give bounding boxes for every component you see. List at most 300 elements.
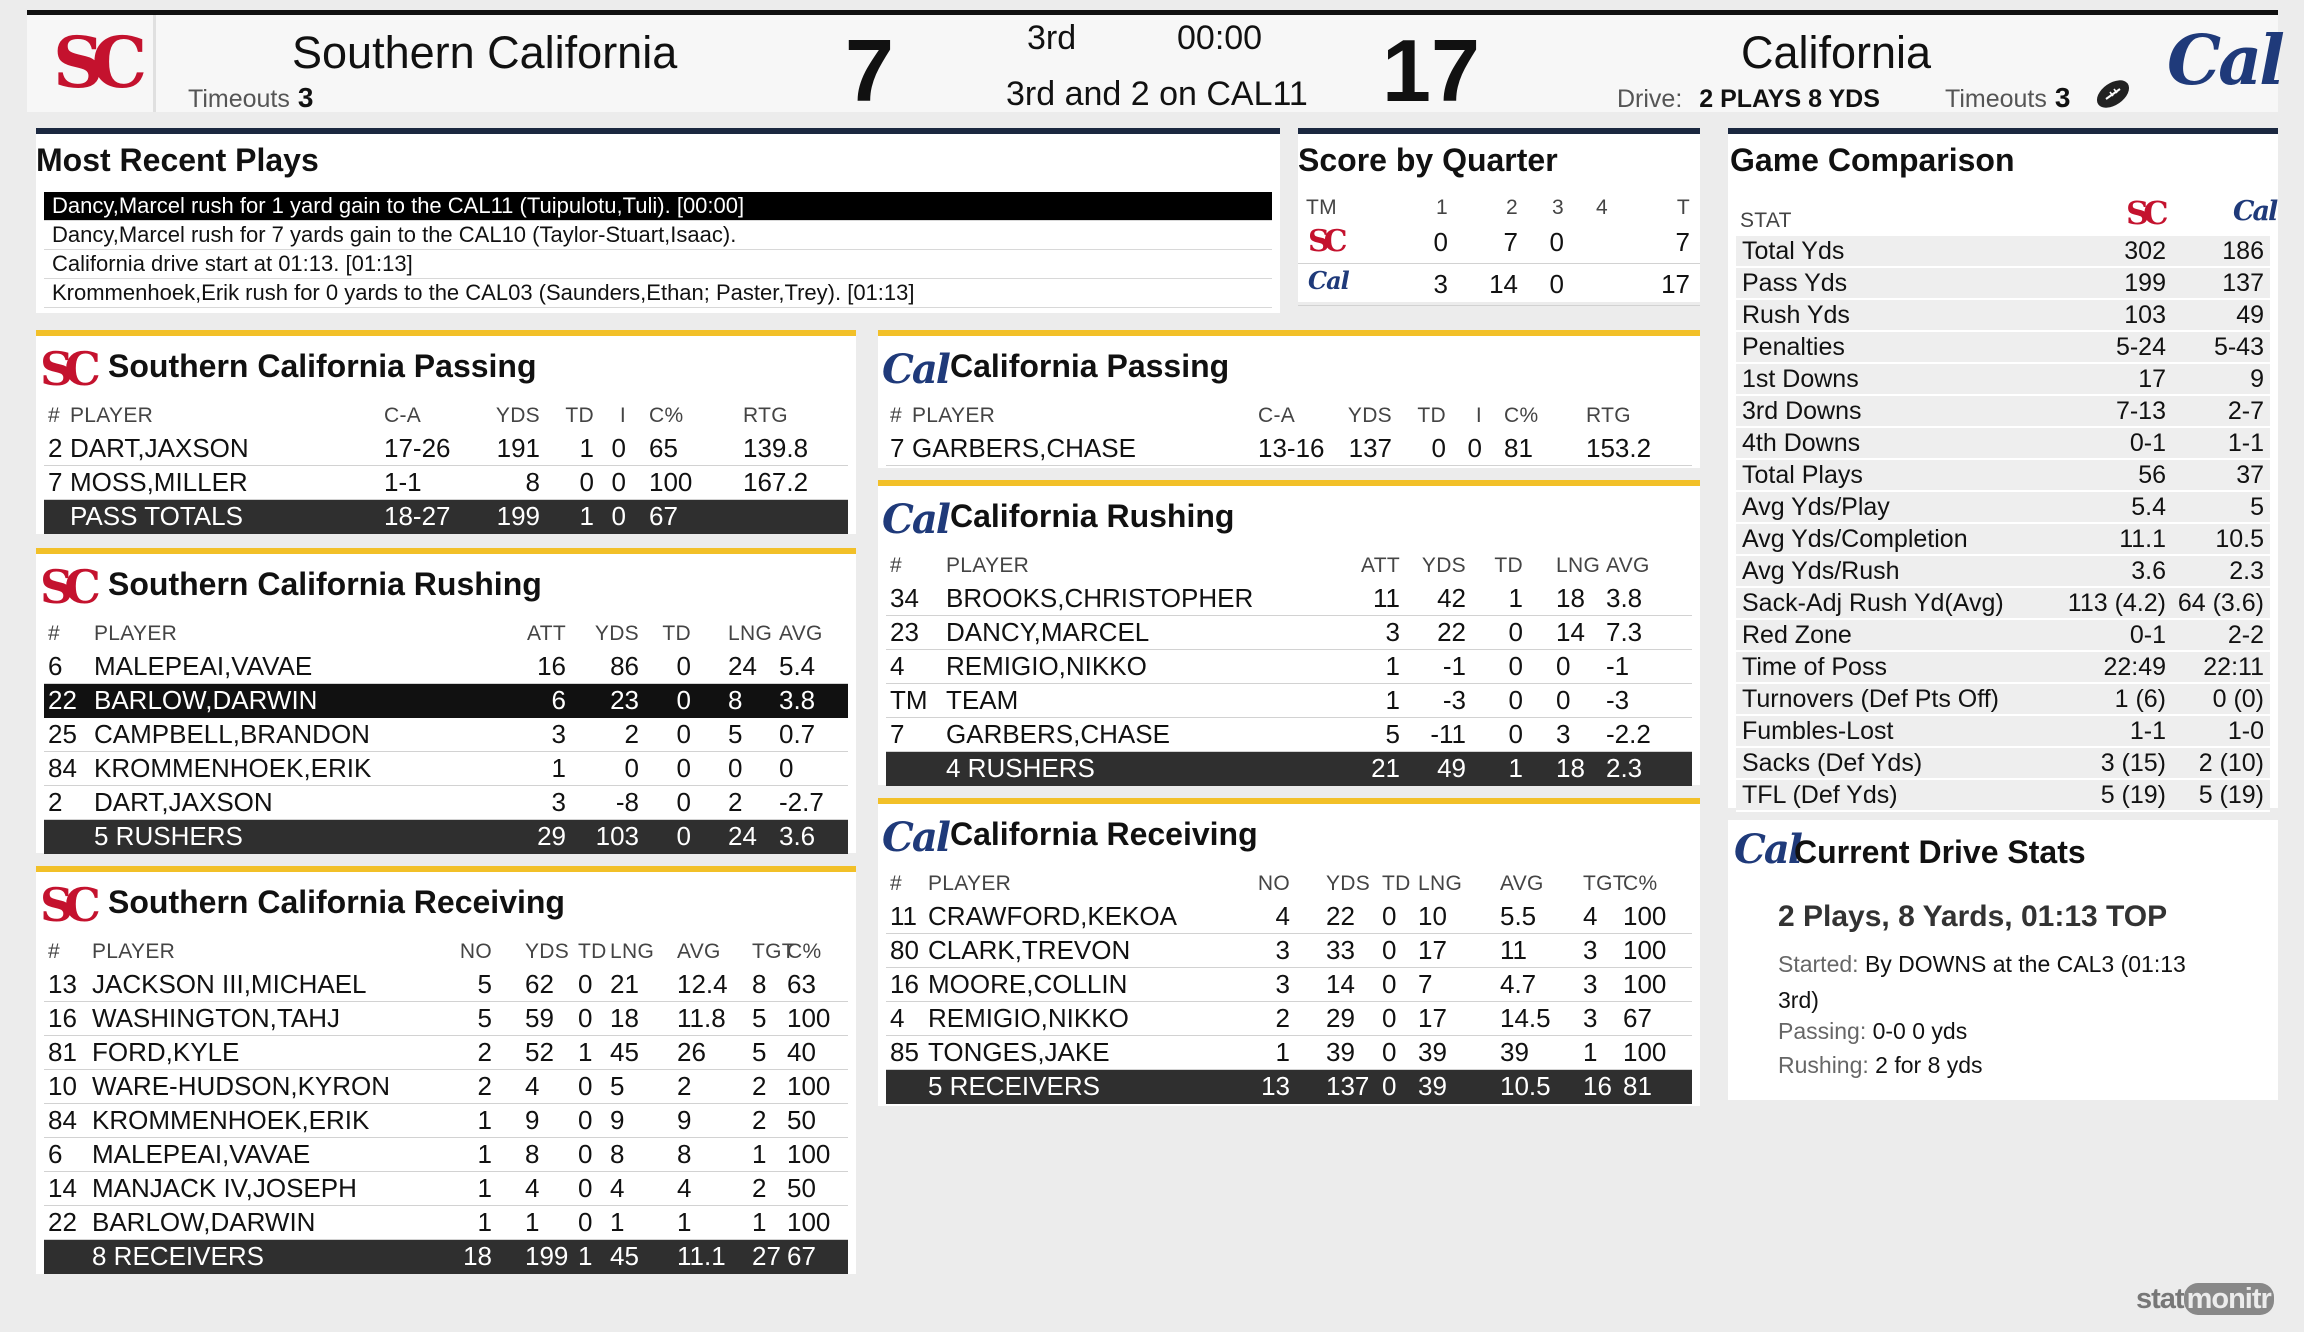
cell-c3: 0: [1382, 1071, 1397, 1101]
cal-stat: 22:11: [2203, 653, 2264, 681]
table-row[interactable]: [44, 968, 848, 1002]
cell-c2: 14: [1326, 969, 1355, 999]
cal-stat: 2-7: [2227, 397, 2264, 425]
cell-player: KROMMENHOEK,ERIK: [94, 753, 372, 783]
stat-name: Turnovers (Def Pts Off): [1742, 685, 2000, 713]
cell-c5: -2.2: [1606, 719, 1651, 749]
totals-row[interactable]: [44, 820, 848, 854]
table-row[interactable]: [44, 786, 848, 820]
cell-c3: 0: [676, 719, 691, 749]
drive-started: [1778, 946, 2258, 1018]
cell-c3: 0: [676, 787, 691, 817]
comparison-row[interactable]: [1736, 556, 2270, 588]
table-row[interactable]: [886, 1036, 1692, 1070]
cell-c2: 49: [1437, 753, 1466, 783]
column-header-c1: ATT: [526, 622, 566, 645]
stat-name: Avg Yds/Completion: [1742, 525, 1968, 553]
table-row[interactable]: [886, 718, 1692, 752]
cell-c3: 0: [676, 753, 691, 783]
quarter-score: 0: [1549, 227, 1564, 257]
cell-c7: 63: [787, 969, 816, 999]
cell-c4: 5: [610, 1071, 625, 1101]
cell-c3: 1: [1508, 753, 1523, 783]
cell-c5: 3.8: [1606, 583, 1643, 613]
cell-c1: 1: [551, 753, 566, 783]
cell-c4: 0: [728, 753, 743, 783]
play-item[interactable]: California drive start at 01:13. [01:13]: [44, 250, 1272, 279]
cell-c3: 0: [676, 685, 691, 715]
cell-c5: 7.3: [1606, 617, 1643, 647]
quarter-score: 17: [1661, 269, 1690, 299]
cell-c4: 39: [1418, 1037, 1447, 1067]
cell-c6: 27: [752, 1241, 781, 1271]
column-header-c3: TD: [1417, 404, 1446, 427]
cell-c5: 5.4: [779, 651, 816, 681]
game-comparison-title: Game Comparison: [1730, 142, 2015, 178]
home-score: 7: [845, 21, 894, 120]
table-row[interactable]: [886, 1002, 1692, 1036]
table-row[interactable]: [44, 1206, 848, 1240]
table-row[interactable]: [886, 616, 1692, 650]
cell-c1: 1: [477, 1139, 492, 1169]
cell-c5: 12.4: [677, 969, 728, 999]
cell-c3: 0: [1508, 617, 1523, 647]
away-timeouts-label: Timeouts: [1945, 85, 2047, 113]
cell-c4: 0: [1556, 685, 1571, 715]
cell-c2: 103: [595, 821, 639, 851]
drive-value: 2 PLAYS 8 YDS: [1699, 85, 1880, 113]
cell-c7: 100: [787, 1139, 831, 1169]
cell-c2: 8: [525, 1139, 540, 1169]
cell-number: 2: [48, 433, 63, 463]
cell-player: MOSS,MILLER: [70, 467, 248, 497]
cell-c7: 50: [787, 1173, 816, 1203]
column-header-c1: NO: [1257, 872, 1290, 895]
cell-player: DANCY,MARCEL: [946, 617, 1150, 647]
quarter-score: 0: [1433, 227, 1448, 257]
quarter-row[interactable]: [1298, 264, 1700, 306]
usc-stat: 11.1: [2119, 525, 2166, 553]
column-header-c2: YDS: [1421, 554, 1466, 577]
cell-c3: 0: [1382, 1003, 1397, 1033]
cell-c5: 10.5: [1500, 1071, 1551, 1101]
comparison-row[interactable]: [1736, 748, 2270, 780]
table-row[interactable]: [44, 466, 848, 500]
cell-c1: 13: [1261, 1071, 1290, 1101]
cell-c1: 1: [1385, 685, 1400, 715]
cell-c3: 0: [578, 1139, 593, 1169]
cell-c6: 1: [752, 1207, 767, 1237]
cell-c3: 0: [1508, 685, 1523, 715]
comparison-row[interactable]: [1736, 236, 2270, 268]
cell-c3: 1: [578, 1037, 593, 1067]
cell-c7: 100: [787, 1207, 831, 1237]
cell-c5: 11: [1500, 935, 1527, 965]
column-header-c6: TGT: [752, 940, 795, 963]
cal-passing-title: California Passing: [950, 348, 1230, 384]
table-row[interactable]: [44, 752, 848, 786]
home-timeouts: [188, 82, 313, 114]
cell-number: 7: [890, 433, 905, 463]
cal-logo-panel: Cal: [882, 346, 949, 393]
column-header-c6: RTG: [743, 404, 788, 427]
cell-player: MOORE,COLLIN: [928, 969, 1128, 999]
cell-c4: 14: [1556, 617, 1585, 647]
cell-c2: 59: [525, 1003, 554, 1033]
cell-player: 4 RUSHERS: [946, 753, 1095, 783]
cell-c4: 17: [1418, 935, 1447, 965]
usc-logo-panel: SC: [40, 878, 92, 932]
cell-c4: 45: [610, 1241, 639, 1271]
usc-stat: 5-24: [2115, 333, 2166, 361]
usc-stat: 5.4: [2131, 493, 2166, 521]
table-row[interactable]: [886, 432, 1692, 466]
cell-c7: 100: [1623, 935, 1667, 965]
cal-stat: 5 (19): [2198, 781, 2264, 809]
cell-c5: -2.7: [779, 787, 824, 817]
recent-plays-panel: [36, 128, 1280, 313]
totals-row[interactable]: [886, 1070, 1692, 1104]
cell-c5: 0.7: [779, 719, 816, 749]
comparison-row[interactable]: [1736, 300, 2270, 332]
cell-c2: 9: [525, 1105, 540, 1135]
cell-number: 85: [890, 1037, 919, 1067]
cell-number: 13: [48, 969, 77, 999]
cell-c4: 18: [1556, 753, 1585, 783]
quarter-score: 14: [1489, 269, 1518, 299]
table-row[interactable]: [44, 684, 848, 718]
cell-player: KROMMENHOEK,ERIK: [92, 1105, 370, 1135]
table-row[interactable]: [44, 1070, 848, 1104]
column-header-c4: LNG: [1418, 872, 1463, 895]
cell-c5: 4: [677, 1173, 692, 1203]
cell-number: 7: [48, 467, 63, 497]
play-item[interactable]: Krommenhoek,Erik rush for 0 yards to the CAL03 (Saunders,Ethan; Paster,Trey). [01:13]: [44, 279, 1272, 308]
stat-name: 3rd Downs: [1742, 397, 1862, 425]
table-row[interactable]: [886, 900, 1692, 934]
cell-c2: -8: [615, 787, 639, 817]
usc-rushing-title: Southern California Rushing: [108, 566, 542, 602]
quarter-score: 3: [1433, 269, 1448, 299]
column-header-player: PLAYER: [946, 554, 1030, 577]
cell-c3: 0: [578, 1207, 593, 1237]
cell-c7: 67: [787, 1241, 816, 1271]
cell-c4: 21: [610, 969, 639, 999]
cell-c2: 22: [1326, 901, 1355, 931]
cell-c5: -1: [1606, 651, 1630, 681]
cell-number: 34: [890, 583, 919, 613]
cell-player: JACKSON III,MICHAEL: [92, 969, 367, 999]
comparison-row[interactable]: [1736, 652, 2270, 684]
quarter-row[interactable]: [1298, 222, 1700, 264]
cell-c1: 1-1: [384, 467, 422, 497]
cell-number: 11: [890, 901, 917, 931]
cell-number: 22: [48, 685, 77, 715]
cell-c6: 4: [1583, 901, 1598, 931]
cell-number: 84: [48, 753, 77, 783]
cell-number: 6: [48, 651, 63, 681]
cell-player: MANJACK IV,JOSEPH: [92, 1173, 357, 1203]
table-row[interactable]: [886, 582, 1692, 616]
cell-c1: 2: [1275, 1003, 1290, 1033]
usc-stat: 0-1: [2129, 621, 2166, 649]
cell-c3: 1: [579, 501, 594, 531]
column-header-c3: TD: [1382, 872, 1411, 895]
cell-c1: 6: [551, 685, 566, 715]
quarter-header: T: [1676, 196, 1690, 219]
cell-c7: 67: [1623, 1003, 1652, 1033]
cell-c1: 16: [537, 651, 566, 681]
started-label: Started:: [1778, 951, 1859, 977]
cell-c2: 137: [1326, 1071, 1370, 1101]
comparison-row[interactable]: [1736, 460, 2270, 492]
comparison-row[interactable]: [1736, 364, 2270, 396]
cell-c2: -3: [1442, 685, 1466, 715]
column-header-c5: AVG: [1606, 554, 1650, 577]
column-header-number: #: [48, 622, 60, 645]
cell-player: CAMPBELL,BRANDON: [94, 719, 370, 749]
comparison-row[interactable]: [1736, 780, 2270, 812]
cell-c1: 1: [1385, 651, 1400, 681]
cell-c1: 5: [477, 969, 492, 999]
cell-c3: 0: [578, 1105, 593, 1135]
cell-c6: 2: [752, 1173, 767, 1203]
comparison-row[interactable]: [1736, 716, 2270, 748]
comparison-row[interactable]: [1736, 524, 2270, 556]
cell-c4: 0: [1467, 433, 1482, 463]
cell-player: GARBERS,CHASE: [946, 719, 1170, 749]
cal-stat: 0 (0): [2212, 685, 2264, 713]
cell-c4: 18: [1556, 583, 1585, 613]
table-row[interactable]: [44, 1002, 848, 1036]
usc-stat: 1 (6): [2114, 685, 2166, 713]
cell-c1: 1: [477, 1105, 492, 1135]
cell-c4: 45: [610, 1037, 639, 1067]
cell-c2: 137: [1348, 433, 1392, 463]
cell-c5: 5.5: [1500, 901, 1537, 931]
cell-c6: 8: [752, 969, 767, 999]
cell-c4: 2: [728, 787, 743, 817]
column-header-c7: C%: [1623, 872, 1658, 895]
table-row[interactable]: [886, 968, 1692, 1002]
column-header-c2: YDS: [1347, 404, 1392, 427]
quarter-header: 2: [1506, 196, 1518, 219]
cal-stat: 1-1: [2227, 429, 2264, 457]
cell-c5: 65: [649, 433, 678, 463]
cell-c2: 86: [610, 651, 639, 681]
cell-c3: 0: [676, 651, 691, 681]
cell-c4: 39: [1418, 1071, 1447, 1101]
cell-c5: 0: [779, 753, 794, 783]
comparison-row[interactable]: [1736, 268, 2270, 300]
cell-c1: 3: [1385, 617, 1400, 647]
stat-name: 4th Downs: [1742, 429, 1861, 457]
cell-c6: 5: [752, 1037, 767, 1067]
cal-logo-panel: Cal: [882, 814, 949, 861]
usc-stat: 56: [2138, 461, 2166, 489]
cal-logo-small: Cal: [2233, 196, 2277, 227]
quarter-header: TM: [1306, 196, 1337, 219]
cell-c1: 3: [1275, 969, 1290, 999]
table-row[interactable]: [886, 684, 1692, 718]
cell-player: MALEPEAI,VAVAE: [94, 651, 313, 681]
column-header-c2: YDS: [525, 940, 570, 963]
cell-c2: 52: [525, 1037, 554, 1067]
cell-c2: 199: [496, 501, 540, 531]
cell-c3: 0: [578, 969, 593, 999]
table-row[interactable]: [44, 432, 848, 466]
column-header-c2: YDS: [495, 404, 540, 427]
score-by-quarter-title: Score by Quarter: [1298, 142, 1558, 178]
cal-receiving-title: California Receiving: [950, 816, 1258, 852]
brand-part-2: monitr: [2184, 1283, 2274, 1315]
cell-c3: 0: [1382, 1037, 1397, 1067]
cell-c1: 1: [477, 1207, 492, 1237]
totals-row[interactable]: [886, 752, 1692, 786]
drive-stats-panel: [1728, 820, 2278, 1100]
usc-passing-title: Southern California Passing: [108, 348, 537, 384]
cell-c6: 2: [752, 1105, 767, 1135]
cell-c3: 0: [1508, 719, 1523, 749]
table-row[interactable]: [886, 650, 1692, 684]
cal-stat: 64 (3.6): [2177, 589, 2264, 617]
cell-c7: 100: [787, 1071, 831, 1101]
cell-player: DART,JAXSON: [94, 787, 273, 817]
usc-passing-panel: [36, 330, 856, 534]
cell-c2: -11: [1430, 719, 1466, 749]
column-header-c4: LNG: [1556, 554, 1601, 577]
cell-c1: 29: [537, 821, 566, 851]
column-header-c2: YDS: [594, 622, 639, 645]
comparison-row[interactable]: [1736, 492, 2270, 524]
table-row[interactable]: [886, 934, 1692, 968]
rushing-label: Rushing:: [1778, 1052, 1869, 1078]
cell-c6: 16: [1583, 1071, 1612, 1101]
cell-c2: -1: [1442, 651, 1466, 681]
away-team-name: California: [1741, 27, 1932, 78]
cell-c6: 5: [752, 1003, 767, 1033]
cell-player: PASS TOTALS: [70, 501, 243, 531]
cell-c3: 0: [1382, 969, 1397, 999]
cell-number: 80: [890, 935, 919, 965]
cell-player: CRAWFORD,KEKOA: [928, 901, 1177, 931]
statmonitr-logo[interactable]: [2136, 1283, 2274, 1316]
cal-stat: 2.3: [2229, 557, 2264, 585]
column-header-player: PLAYER: [928, 872, 1012, 895]
cell-c1: 18-27: [384, 501, 451, 531]
column-header-c6: RTG: [1586, 404, 1631, 427]
cell-c1: 21: [1371, 753, 1400, 783]
cell-c6: 1: [1583, 1037, 1598, 1067]
usc-stat: 199: [2124, 269, 2166, 297]
cell-c5: 9: [677, 1105, 692, 1135]
cell-c1: 13-16: [1258, 433, 1325, 463]
cell-c6: 139.8: [743, 433, 809, 463]
cell-c4: 3: [1556, 719, 1571, 749]
cal-receiving-panel: [878, 798, 1700, 1106]
table-row[interactable]: [44, 718, 848, 752]
score-by-quarter-panel: [1298, 128, 1700, 302]
cell-c2: 191: [496, 433, 540, 463]
cell-number: 7: [890, 719, 905, 749]
usc-stat: 5 (19): [2100, 781, 2166, 809]
cell-c4: 0: [611, 433, 626, 463]
totals-row[interactable]: [44, 1240, 848, 1274]
stat-name: Pass Yds: [1742, 269, 1848, 297]
stat-name: Total Plays: [1742, 461, 1863, 489]
column-header-c3: TD: [1494, 554, 1523, 577]
cell-number: 10: [48, 1071, 77, 1101]
cell-c2: 1: [525, 1207, 540, 1237]
scoreboard: [27, 10, 2283, 120]
cell-number: 4: [890, 651, 905, 681]
home-timeouts-value: 3: [297, 82, 314, 113]
usc-stat: 3.6: [2131, 557, 2166, 585]
table-row[interactable]: [44, 1138, 848, 1172]
usc-logo: SC: [53, 21, 136, 104]
comparison-row[interactable]: [1736, 332, 2270, 364]
comparison-row[interactable]: [1736, 428, 2270, 460]
column-header-c3: TD: [578, 940, 607, 963]
table-row[interactable]: [44, 650, 848, 684]
cell-c2: 23: [610, 685, 639, 715]
possession-football-icon: [2093, 77, 2133, 111]
usc-stat: 302: [2124, 237, 2166, 265]
comparison-row[interactable]: [1736, 588, 2270, 620]
cell-number: 6: [48, 1139, 63, 1169]
table-row[interactable]: [44, 1036, 848, 1070]
usc-stat: 22:49: [2103, 653, 2166, 681]
cell-c2: 42: [1437, 583, 1466, 613]
cell-number: 16: [48, 1003, 77, 1033]
cell-c2: 8: [525, 467, 540, 497]
column-header-c5: AVG: [677, 940, 721, 963]
passing-value: 0-0 0 yds: [1872, 1018, 1968, 1044]
cell-player: WARE-HUDSON,KYRON: [92, 1071, 391, 1101]
cell-c6: 3: [1583, 1003, 1598, 1033]
cal-stat: 10.5: [2215, 525, 2264, 553]
totals-row[interactable]: [44, 500, 848, 534]
cell-c3: 1: [579, 433, 594, 463]
comparison-row[interactable]: [1736, 684, 2270, 716]
column-header-player: PLAYER: [94, 622, 178, 645]
table-row[interactable]: [44, 1172, 848, 1206]
cal-rushing-title: California Rushing: [950, 498, 1235, 534]
column-header-number: #: [890, 554, 902, 577]
cell-player: REMIGIO,NIKKO: [946, 651, 1147, 681]
cell-c3: 0: [578, 1003, 593, 1033]
column-header-c1: C-A: [384, 404, 422, 427]
play-item[interactable]: Dancy,Marcel rush for 1 yard gain to the CAL11 (Tuipulotu,Tuli). [00:00]: [44, 192, 1272, 221]
cell-player: BARLOW,DARWIN: [92, 1207, 316, 1237]
cal-stat: 137: [2222, 269, 2264, 297]
cell-c4: 8: [728, 685, 743, 715]
usc-stat: 113 (4.2): [2067, 589, 2166, 617]
table-row[interactable]: [44, 1104, 848, 1138]
recent-plays-title: Most Recent Plays: [36, 142, 319, 178]
cell-player: WASHINGTON,TAHJ: [92, 1003, 340, 1033]
cell-c6: 153.2: [1586, 433, 1652, 463]
cell-c1: 17-26: [384, 433, 451, 463]
comparison-row[interactable]: [1736, 620, 2270, 652]
usc-logo-panel: SC: [40, 342, 92, 396]
column-header-c3: TD: [565, 404, 594, 427]
play-item[interactable]: Dancy,Marcel rush for 7 yards gain to the CAL10 (Taylor-Stuart,Isaac).: [44, 221, 1272, 250]
drive-summary: [1617, 85, 1880, 114]
cal-stat: 1-0: [2227, 717, 2264, 745]
comparison-row[interactable]: [1736, 396, 2270, 428]
cell-c1: 18: [463, 1241, 492, 1271]
